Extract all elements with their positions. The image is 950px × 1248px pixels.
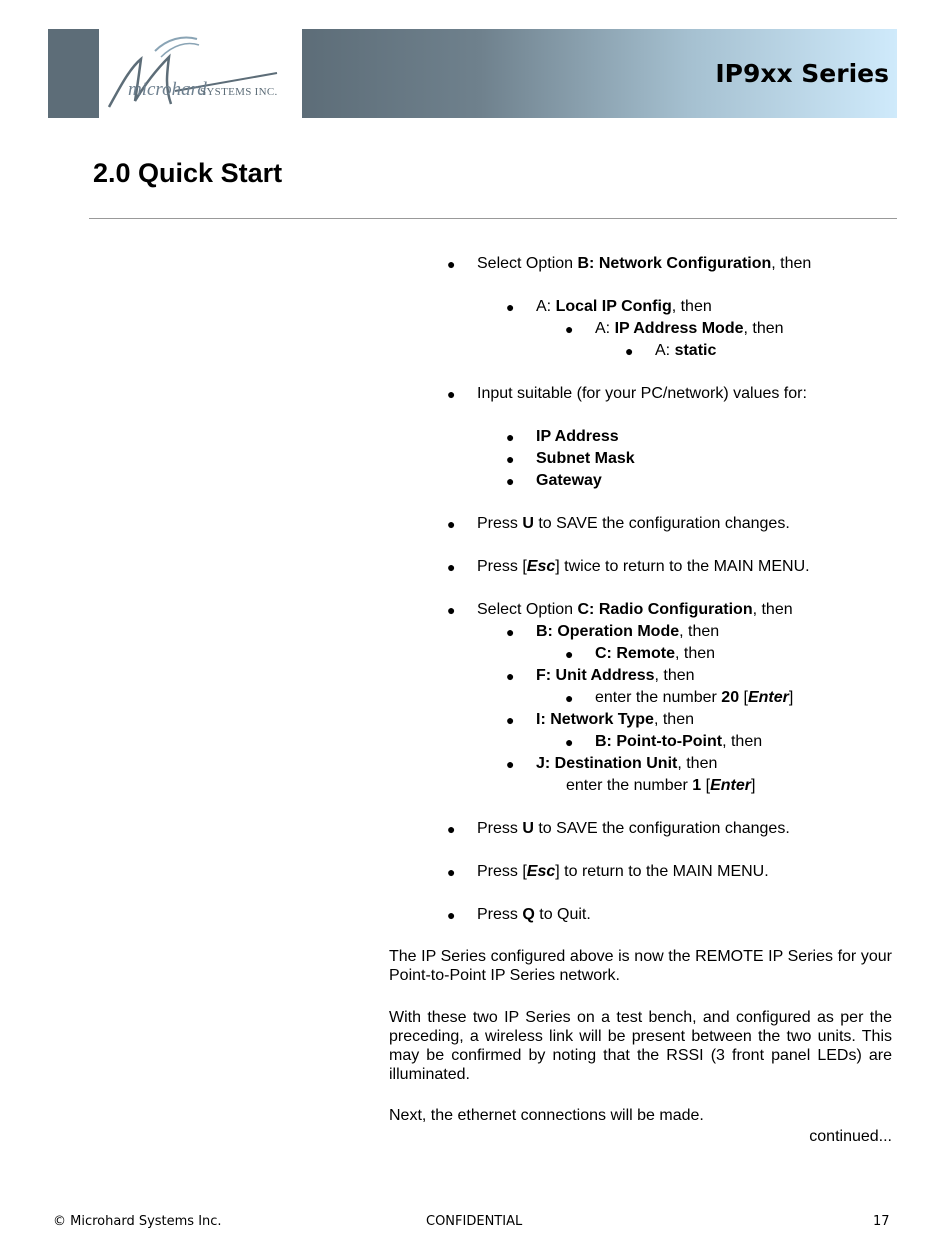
step-enter-1: enter the number 1 [Enter]	[566, 777, 756, 794]
logo-word: microhard	[128, 79, 207, 100]
bullet-icon: ●	[506, 668, 515, 684]
value-gateway: Gateway	[536, 472, 602, 489]
step-esc-return: Press [Esc] to return to the MAIN MENU.	[477, 863, 769, 880]
bullet-icon: ●	[506, 756, 515, 772]
bullet-icon: ●	[447, 602, 456, 618]
footer-confidential: CONFIDENTIAL	[426, 1214, 523, 1229]
logo-mark-icon	[99, 29, 302, 118]
step-quit: Press Q to Quit.	[477, 906, 591, 923]
bullet-icon: ●	[447, 386, 456, 402]
step-ip-mode: A: IP Address Mode, then	[595, 320, 784, 337]
step-save-1: Press U to SAVE the configuration changes.	[477, 515, 790, 532]
title-divider	[89, 218, 897, 219]
step-static: A: static	[655, 342, 717, 359]
bullet-icon: ●	[565, 734, 574, 750]
value-ip-address: IP Address	[536, 428, 619, 445]
step-save-2: Press U to SAVE the configuration changes.	[477, 820, 790, 837]
paragraph-remote: The IP Series configured above is now the REMOTE IP Series for your Point-to-Point IP Series network.	[389, 948, 892, 984]
footer-page-number: 17	[873, 1214, 890, 1229]
bullet-icon: ●	[565, 646, 574, 662]
step-select-radio: Select Option C: Radio Configuration, then	[477, 601, 793, 618]
step-enter-20: enter the number 20 [Enter]	[595, 689, 794, 706]
step-select-network: Select Option B: Network Configuration, then	[477, 255, 812, 272]
bullet-icon: ●	[506, 712, 515, 728]
step-remote: C: Remote, then	[595, 645, 716, 662]
header-block	[48, 29, 99, 118]
bullet-icon: ●	[447, 821, 456, 837]
paragraph-ethernet: Next, the ethernet connections will be made.	[389, 1107, 704, 1124]
logo-subtitle: SYSTEMS INC.	[200, 86, 278, 98]
step-network-type: I: Network Type, then	[536, 711, 694, 728]
bullet-icon: ●	[625, 343, 634, 359]
value-subnet-mask: Subnet Mask	[536, 450, 635, 467]
step-esc-twice: Press [Esc] twice to return to the MAIN MENU.	[477, 558, 810, 575]
step-local-ip: A: Local IP Config, then	[536, 298, 712, 315]
step-operation-mode: B: Operation Mode, then	[536, 623, 720, 640]
footer-copyright: © Microhard Systems Inc.	[53, 1214, 222, 1229]
bullet-icon: ●	[447, 256, 456, 272]
bullet-icon: ●	[506, 299, 515, 315]
bullet-icon: ●	[447, 864, 456, 880]
step-unit-address: F: Unit Address, then	[536, 667, 695, 684]
step-destination-unit: J: Destination Unit, then	[536, 755, 718, 772]
bullet-icon: ●	[506, 429, 515, 445]
bullet-icon: ●	[565, 690, 574, 706]
step-point-to-point: B: Point-to-Point, then	[595, 733, 763, 750]
bullet-icon: ●	[506, 624, 515, 640]
series-title: IP9xx Series	[715, 59, 889, 88]
page-header	[48, 29, 897, 118]
bullet-icon: ●	[506, 451, 515, 467]
continued-label: continued...	[809, 1128, 892, 1145]
step-input-values: Input suitable (for your PC/network) values for:	[477, 385, 807, 402]
header-banner	[302, 29, 897, 118]
bullet-icon: ●	[506, 473, 515, 489]
paragraph-test-bench: With these two IP Series on a test bench, and configured as per the preceding, a wireless link will be present between the two units. This may be confirmed by noting that the RSSI (3 front panel LEDs) are illuminated.	[389, 1009, 892, 1083]
bullet-icon: ●	[447, 559, 456, 575]
bullet-icon: ●	[447, 516, 456, 532]
company-logo	[99, 29, 302, 118]
bullet-icon: ●	[447, 907, 456, 923]
section-title: 2.0 Quick Start	[93, 158, 283, 188]
bullet-icon: ●	[565, 321, 574, 337]
